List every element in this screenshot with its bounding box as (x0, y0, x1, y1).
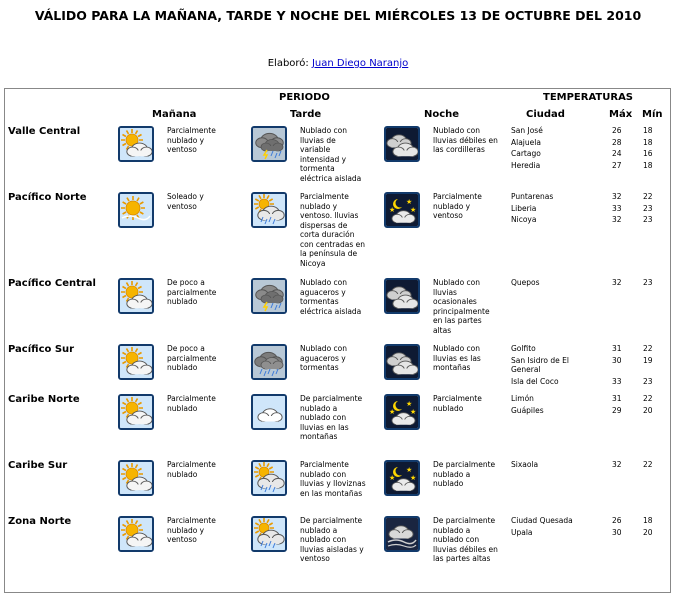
city-min-temp: 22 (643, 460, 653, 469)
header-tarde: Tarde (290, 109, 322, 120)
forecast-manana-text: De poco a parcialmente nublado (167, 278, 217, 306)
city-max-temp: 30 (612, 355, 622, 365)
city-name: Ciudad Quesada (511, 516, 573, 525)
city-max-temp: 28 (612, 137, 622, 147)
partly-cloudy-night-icon (384, 394, 420, 430)
header-temperaturas: TEMPERATURAS (543, 92, 634, 103)
city-min-temp: 22 (643, 344, 653, 353)
city-min-temp: 18 (643, 126, 653, 135)
city-name: Cartago (511, 149, 541, 158)
partly-cloudy-sun-icon (118, 278, 154, 314)
city-name: Puntarenas (511, 192, 554, 201)
cloudy-sky-icon (251, 394, 287, 430)
city-name: Golfito (511, 344, 536, 353)
city-min-temp: 20 (643, 527, 653, 537)
cloudy-night-icon (384, 278, 420, 314)
author-label: Elaboró: (267, 58, 309, 69)
city-name: Sixaola (511, 460, 539, 469)
thunderstorm-icon (251, 126, 287, 162)
city-max-temp: 31 (612, 344, 622, 353)
page-title: VÁLIDO PARA LA MAÑANA, TARDE Y NOCHE DEL MIÉRCOLES 13 DE OCTUBRE DEL 2010 (34, 8, 642, 23)
region-name: Zona Norte (8, 516, 72, 527)
city-max-temp: 32 (612, 192, 622, 201)
city-min-temp: 19 (643, 355, 653, 365)
city-name: Limón (511, 394, 534, 403)
svg-text:★: ★ (389, 474, 396, 482)
svg-text:★: ★ (410, 206, 417, 214)
region-name: Caribe Sur (8, 460, 68, 471)
svg-text:★: ★ (410, 474, 417, 482)
city-max-temp: 30 (612, 527, 622, 537)
rain-showers-icon (251, 344, 287, 380)
forecast-tarde-text: Parcialmente nublado con lluvias y lloviznas en las montañas (300, 460, 366, 498)
city-name: Heredia (511, 160, 541, 170)
forecast-noche-text: Nublado con lluvias ocasionales principalmente en las partes altas (433, 278, 490, 335)
city-max-temp: 24 (612, 149, 622, 158)
partly-cloudy-rain-icon (251, 192, 287, 228)
forecast-manana-text: De poco a parcialmente nublado (167, 344, 217, 372)
region-name: Valle Central (8, 126, 81, 137)
city-max-temp: 32 (612, 460, 622, 469)
partly-cloudy-sun-icon (118, 394, 154, 430)
forecast-noche-text: Parcialmente nublado (433, 394, 482, 413)
forecast-manana-text: Soleado y ventoso (167, 192, 204, 211)
author-line (0, 58, 676, 69)
forecast-tarde-text: De parcialmente nublado a nublado con lluvias en las montañas (300, 394, 363, 441)
cloudy-night-icon (384, 126, 420, 162)
forecast-tarde-text: Nublado con lluvias de variable intensidad y tormenta eléctrica aislada (300, 126, 362, 183)
city-max-temp: 32 (612, 278, 622, 287)
city-max-temp: 29 (612, 405, 622, 415)
svg-text:★: ★ (410, 408, 417, 416)
forecast-noche-text: Nublado con lluvias débiles en las cordilleras (433, 126, 498, 154)
svg-text:★: ★ (406, 198, 413, 206)
city-name: Alajuela (511, 137, 541, 147)
forecast-manana-text: Parcialmente nublado y ventoso (167, 516, 216, 544)
thunderstorm-icon (251, 278, 287, 314)
city-max-temp: 32 (612, 215, 622, 224)
header-manana: Mañana (152, 109, 197, 120)
partly-cloudy-sun-icon (118, 126, 154, 162)
forecast-manana-text: Parcialmente nublado y ventoso (167, 126, 216, 154)
forecast-tarde-text: Parcialmente nublado y ventoso. lluvias dispersas de corta duración con centradas en la península de Nicoya (300, 192, 365, 268)
forecast-tarde-text: Nublado con aguaceros y tormentas eléctrica aislada (300, 278, 362, 316)
windy-night-icon (384, 516, 420, 552)
partly-cloudy-rain-icon (251, 460, 287, 496)
city-max-temp: 31 (612, 394, 622, 403)
header-min: Mín (642, 109, 663, 120)
forecast-manana-text: Parcialmente nublado (167, 460, 216, 479)
city-min-temp: 18 (643, 160, 653, 170)
city-min-temp: 18 (643, 137, 653, 147)
forecast-manana-text: Parcialmente nublado (167, 394, 216, 413)
forecast-noche-text: De parcialmente nublado a nublado (433, 460, 496, 488)
region-name: Pacífico Norte (8, 192, 87, 203)
forecast-tarde-text: Nublado con aguaceros y tormentas (300, 344, 348, 372)
partly-cloudy-sun-icon (118, 344, 154, 380)
city-max-temp: 33 (612, 203, 622, 213)
region-name: Caribe Norte (8, 394, 80, 405)
city-name: Liberia (511, 203, 537, 213)
header-periodo: PERIODO (279, 92, 330, 103)
city-max-temp: 27 (612, 160, 622, 170)
svg-text:★: ★ (389, 206, 396, 214)
city-min-temp: 23 (643, 376, 653, 386)
forecast-noche-text: De parcialmente nublado a nublado con lluvias débiles en las partes altas (433, 516, 498, 563)
city-min-temp: 20 (643, 405, 653, 415)
city-name: San José (511, 126, 543, 135)
city-name: San Isidro de El General (511, 355, 569, 374)
forecast-noche-text: Parcialmente nublado y ventoso (433, 192, 482, 220)
forecast-noche-text: Nublado con lluvias es las montañas (433, 344, 481, 372)
city-min-temp: 23 (643, 203, 653, 213)
svg-text:★: ★ (406, 400, 413, 408)
city-min-temp: 23 (643, 278, 653, 287)
partly-cloudy-rain-icon (251, 516, 287, 552)
sunny-windy-icon (118, 192, 154, 228)
cloudy-night-icon (384, 344, 420, 380)
forecast-tarde-text: De parcialmente nublado a nublado con lluvias aisladas y ventoso (300, 516, 364, 563)
region-name: Pacífico Central (8, 278, 96, 289)
city-max-temp: 26 (612, 516, 622, 525)
svg-text:★: ★ (389, 408, 396, 416)
city-min-temp: 18 (643, 516, 653, 525)
header-noche: Noche (424, 109, 460, 120)
header-ciudad: Ciudad (526, 109, 565, 120)
city-name: Isla del Coco (511, 376, 559, 386)
region-name: Pacífico Sur (8, 344, 75, 355)
city-max-temp: 26 (612, 126, 622, 135)
city-name: Nicoya (511, 215, 537, 224)
svg-text:★: ★ (406, 466, 413, 474)
partly-cloudy-sun-icon (118, 460, 154, 496)
partly-cloudy-night-icon (384, 192, 420, 228)
city-min-temp: 22 (643, 192, 653, 201)
partly-cloudy-sun-icon (118, 516, 154, 552)
city-max-temp: 33 (612, 376, 622, 386)
city-min-temp: 22 (643, 394, 653, 403)
city-name: Guápiles (511, 405, 544, 415)
city-name: Quepos (511, 278, 540, 287)
city-min-temp: 23 (643, 215, 653, 224)
city-min-temp: 16 (643, 149, 653, 158)
city-name: Upala (511, 527, 533, 537)
author-link[interactable]: Juan Diego Naranjo (311, 58, 409, 69)
header-max: Máx (609, 109, 633, 120)
partly-cloudy-night-icon (384, 460, 420, 496)
